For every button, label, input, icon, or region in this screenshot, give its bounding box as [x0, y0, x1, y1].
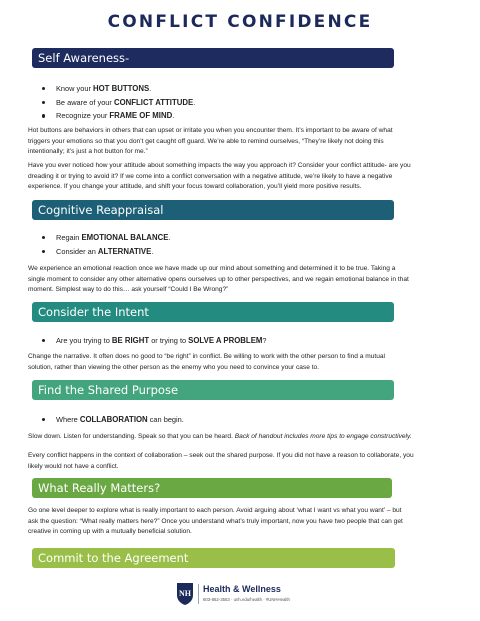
- what-really-matters-paragraph: Go one level deeper to explore what is really important to each person. Avoid arguing about ‘what I want vs what you want’ – but ask the question: “What really matters here?” Once you understand what’s truly important, now you have two people that can get creative in coming up with a mutually beneficial solution.: [28, 507, 403, 536]
- list-item: Recognize your FRAME OF MIND.: [38, 109, 195, 123]
- self-awareness-paragraph-1: Hot buttons are behaviors in others that can upset or irritate you when you encounter them. It’s important to be aware of what triggers your emotions so that you don’t get caught off guard. We’re able to remind ourselves, “They’re likely not doing this intentionally; it’s just a hot button for me.”: [28, 127, 393, 156]
- list-item: Are you trying to BE RIGHT or trying to SOLVE A PROBLEM?: [38, 334, 267, 348]
- section-heading-consider-the-intent: Consider the Intent: [32, 302, 394, 322]
- find-the-shared-purpose-paragraph-1: Slow down. Listen for understanding. Speak so that you can be heard. Back of handout includes more tips to engage constructively.: [28, 433, 412, 440]
- find-the-shared-purpose-paragraph-2: Every conflict happens in the context of collaboration – seek out the shared purpose. If you did not have a reason to collaborate, you likely would not have a conflict.: [28, 452, 414, 470]
- logo-letters: NH: [179, 589, 191, 598]
- consider-the-intent-bullet-list: [38, 334, 267, 348]
- list-item: Know your HOT BUTTONS.: [38, 82, 195, 96]
- consider-the-intent-paragraph: Change the narrative. It often does no good to “be right” in conflict. Be willing to work with the other person to find a mutual solution, rather than viewing the other person as the enemy who you need to convince your case to.: [28, 353, 385, 371]
- section-heading-find-the-shared-purpose: Find the Shared Purpose: [32, 380, 394, 400]
- cognitive-reappraisal-bullet-list: [38, 231, 170, 258]
- section-heading-commit-to-the-agreement: Commit to the Agreement: [32, 548, 395, 568]
- find-the-shared-purpose-bullet-list: [38, 413, 184, 427]
- self-awareness-bullet-list: [38, 82, 195, 123]
- self-awareness-paragraph-2: Have you ever noticed how your attitude about something impacts the way you approach it? Consider your conflict attitude- are you dreading it or trying to avoid it? If we come into a conflict conversation with a negative attitude, we’re likely to have a negative experience. If you change your attitude, and shift your focus toward collaboration, you’ll yield more positive results.: [28, 162, 411, 191]
- section-heading-self-awareness: Self Awareness-: [32, 48, 394, 68]
- list-item: Where COLLABORATION can begin.: [38, 413, 184, 427]
- list-item: Consider an ALTERNATIVE.: [38, 245, 170, 259]
- org-contact: 603-862-3553 · unh.edu/health · #UNHHealth: [203, 597, 290, 602]
- logo-divider: [198, 584, 199, 604]
- section-heading-what-really-matters: What Really Matters?: [32, 478, 392, 498]
- unh-shield-icon: [176, 582, 194, 606]
- list-item: Be aware of your CONFLICT ATTITUDE.: [38, 96, 195, 110]
- org-name: Health & Wellness: [203, 584, 281, 594]
- section-heading-cognitive-reappraisal: Cognitive Reappraisal: [32, 200, 394, 220]
- cognitive-reappraisal-paragraph: We experience an emotional reaction once we have made up our mind about something and determined it to be true. Taking a single moment to consider any other alternative opens ourselves up to other perspectives, and we regain emotional balance in that moment. Simplest way to do this… ask yourself “Could I Be Wrong?”: [28, 265, 409, 294]
- unh-health-wellness-logo: [176, 582, 316, 608]
- list-item: Regain EMOTIONAL BALANCE.: [38, 231, 170, 245]
- document-title: CONFLICT CONFIDENCE: [107, 12, 373, 32]
